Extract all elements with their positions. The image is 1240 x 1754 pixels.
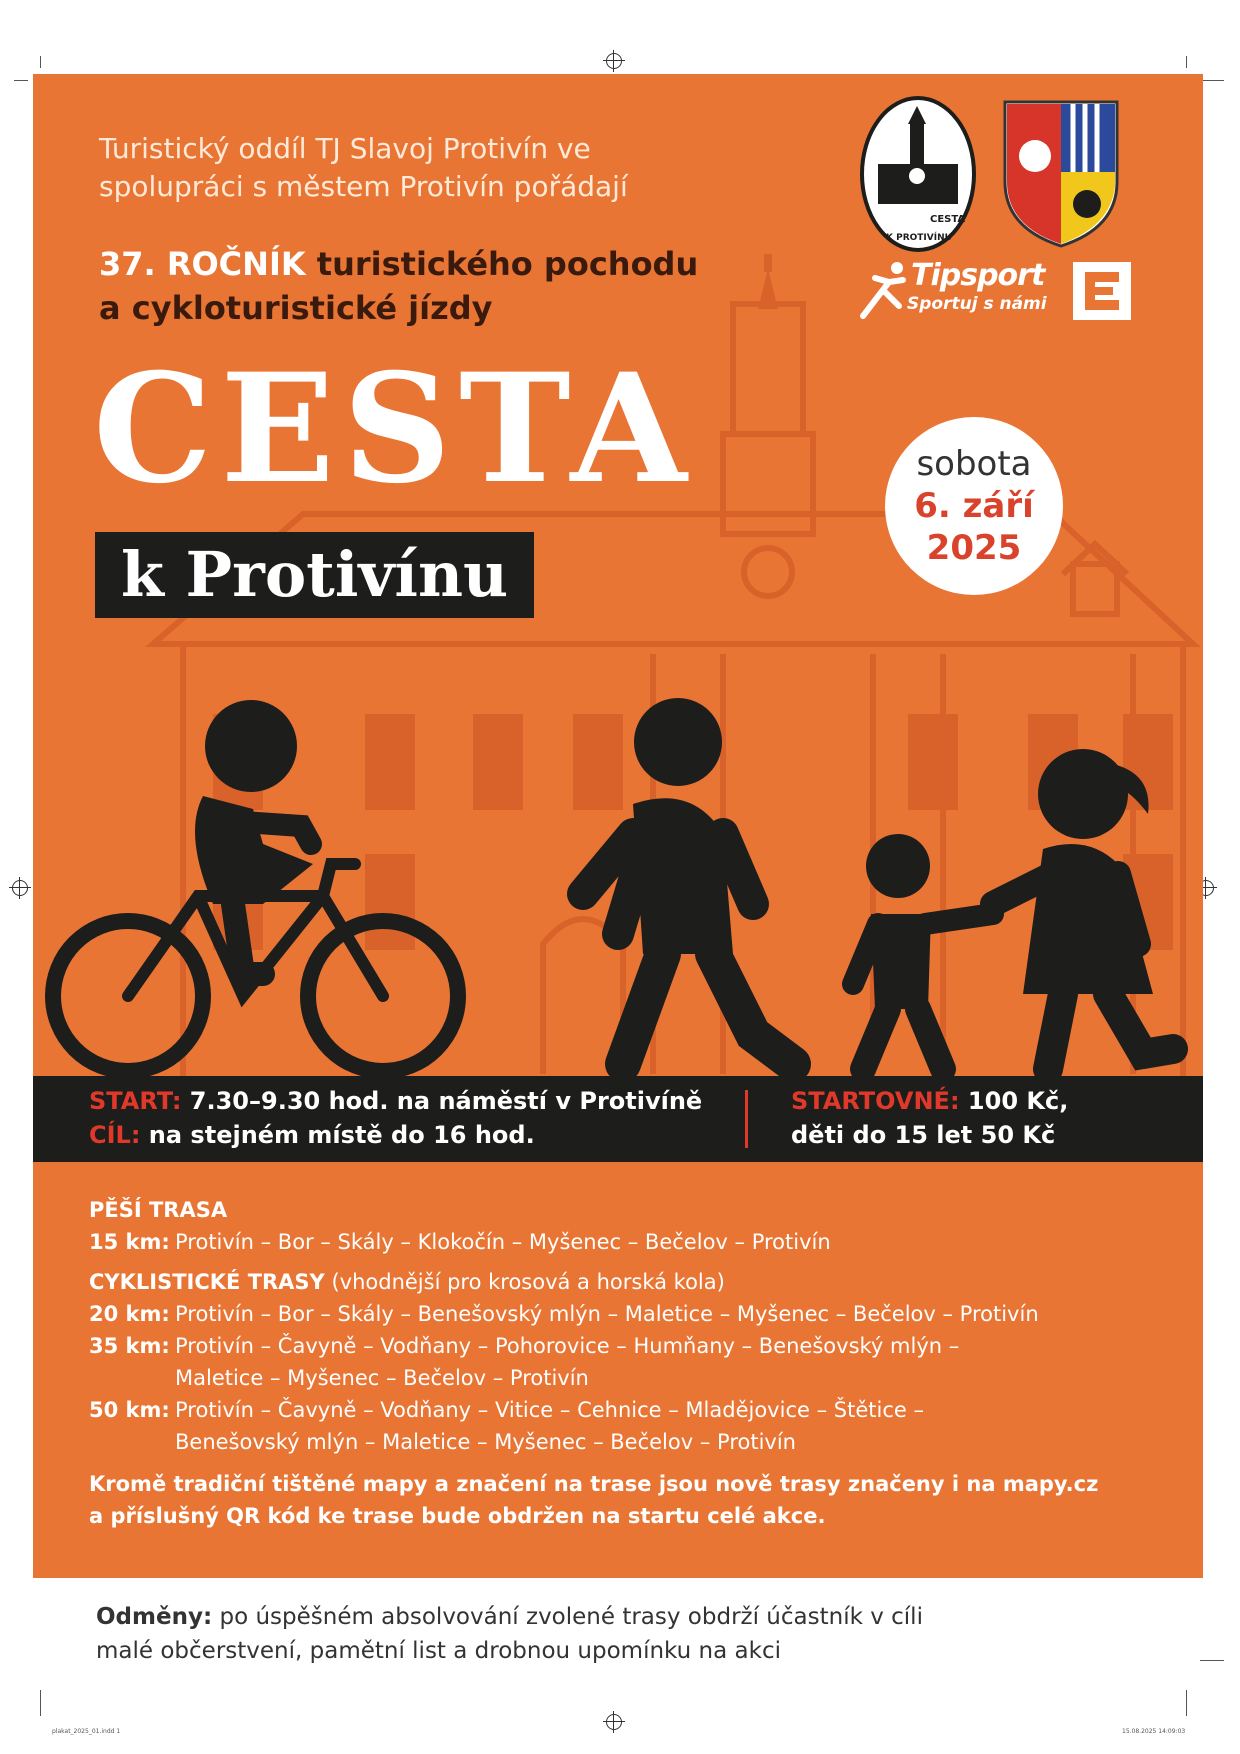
organizer-intro [99,130,739,206]
crop-mark [1200,80,1224,81]
runner-icon [859,260,911,320]
walk-route-list [89,1226,1169,1258]
fee-value: 100 Kč, [959,1087,1069,1115]
cesta-badge-text: CESTA [930,214,966,225]
child-icon [853,834,993,1069]
date-badge [885,417,1063,595]
tipsport-logo-icon [859,254,1047,334]
print-file-info: plakat_2025_01.indd 1 [52,1728,121,1735]
event-title: CESTA [93,341,695,517]
intro-line: spolupráci s městem Protivín pořádají [99,170,628,203]
bike-heading [89,1266,1169,1298]
finish-label: CÍL: [89,1121,141,1149]
cesta-badge-icon [858,94,978,254]
fee-info [791,1084,1068,1152]
crop-mark [40,56,41,68]
start-label: START: [89,1087,182,1115]
info-bar [33,1076,1203,1162]
walk-heading: PĚŠÍ TRASA [89,1198,228,1222]
route-row [89,1330,1169,1394]
divider [745,1090,748,1148]
route-row [89,1298,1169,1330]
crop-mark [1186,56,1187,68]
route-distance: 20 km: [89,1302,170,1326]
route-distance: 15 km: [89,1230,170,1254]
start-value: 7.30–9.30 hod. na náměstí v Protivíně [181,1087,703,1115]
crop-mark [1186,1690,1187,1716]
route-stops: Protivín – Bor – Skály – Benešovský mlýn – Maletice – Myšenec – Bečelov – Protivín [175,1302,1039,1326]
crop-mark [1200,1660,1224,1661]
route-row [89,1394,1169,1458]
event-year: 2025 [926,528,1022,568]
event-date: 6. září [914,486,1034,526]
coat-of-arms-icon [1001,96,1121,248]
map-note [89,1468,1169,1532]
edition-text: a cykloturistické jízdy [99,289,493,327]
crop-mark [14,80,28,81]
event-day: sobota [916,444,1032,484]
route-stops: Protivín – Čavyně – Vodňany – Vitice – Cehnice – Mladějovice – Štětice – [175,1398,924,1422]
rewards-section [96,1600,1096,1668]
route-stops: Maletice – Myšenec – Bečelov – Protivín [175,1366,589,1390]
tipsport-slogan: Sportuj s námi [907,294,1047,314]
route-stops: Protivín – Čavyně – Vodňany – Pohorovice – Humňany – Benešovský mlýn – [175,1334,960,1358]
bike-route-list [89,1298,1169,1458]
fee-label: STARTOVNÉ: [791,1087,960,1115]
registration-mark-icon [12,880,28,896]
route-stops: Protivín – Bor – Skály – Klokočín – Myšenec – Bečelov – Protivín [175,1230,831,1254]
edition-heading [99,242,819,330]
registration-mark-icon [606,1714,622,1730]
intro-line: Turistický oddíl TJ Slavoj Protivín ve [99,132,591,165]
route-distance: 50 km: [89,1398,170,1422]
map-note-line: Kromě tradiční tištěné mapy a značení na trase jsou nově trasy značeny i na mapy.cz [89,1472,1099,1496]
bike-heading-label: CYKLISTICKÉ TRASY [89,1270,325,1294]
event-subtitle: k Protivínu [95,532,534,618]
fee-children: děti do 15 let 50 Kč [791,1121,1056,1149]
start-finish-info [89,1084,702,1152]
route-stops: Benešovský mlýn – Maletice – Myšenec – Bečelov – Protivín [175,1430,796,1454]
map-note-line: a příslušný QR kód ke trase bude obdržen na startu celé akce. [89,1504,826,1528]
route-row [89,1226,1169,1258]
route-distance: 35 km: [89,1334,170,1358]
edition-number: 37. ROČNÍK [99,245,306,283]
bike-note: (vhodnější pro krosová a horská kola) [324,1270,725,1294]
routes-section [89,1194,1169,1532]
tipsport-brand: Tipsport [911,258,1045,293]
print-timestamp: 15.08.2025 14:09:03 [1122,1728,1186,1735]
finish-value: na stejném místě do 16 hod. [140,1121,535,1149]
rewards-text: malé občerstvení, pamětní list a drobnou upomínku na akci [96,1638,781,1664]
rewards-text: po úspěšném absolvování zvolené trasy obdrží účastník v cíli [212,1604,923,1630]
cez-logo-icon [1073,262,1131,320]
registration-mark-icon [606,53,622,69]
rewards-label: Odměny: [96,1604,213,1630]
edition-text: turistického pochodu [305,245,699,283]
cesta-badge-text: K PROTIVÍNU [886,233,952,243]
poster [33,74,1203,1578]
crop-mark [40,1690,41,1716]
